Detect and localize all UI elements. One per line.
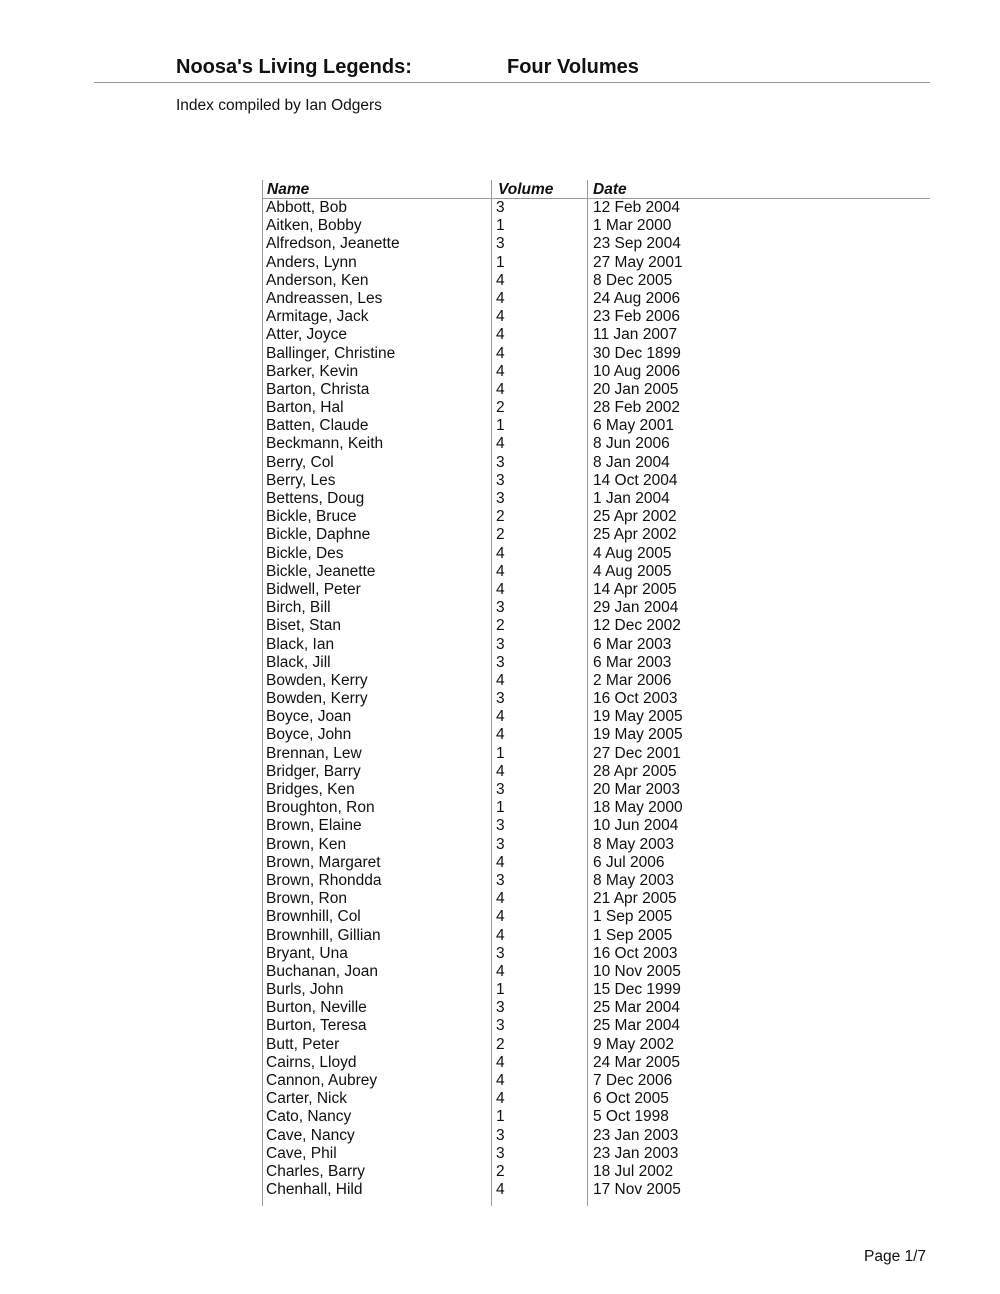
name-cell: Buchanan, Joan <box>266 962 379 980</box>
table-row <box>262 745 930 763</box>
table-row <box>262 690 930 708</box>
volume-cell: 3 <box>496 817 505 835</box>
table-row <box>262 781 930 799</box>
name-cell: Bryant, Una <box>266 944 348 962</box>
name-cell: Brennan, Lew <box>266 744 362 762</box>
volume-cell: 1 <box>496 253 505 271</box>
volume-cell: 4 <box>496 289 505 307</box>
table-row <box>262 290 930 308</box>
document-title-volumes: Four Volumes <box>507 56 639 78</box>
column-header-volume: Volume <box>498 181 554 198</box>
name-cell: Butt, Peter <box>266 1035 340 1053</box>
name-cell: Brownhill, Col <box>266 908 361 926</box>
name-cell: Anderson, Ken <box>266 271 369 289</box>
table-row <box>262 435 930 453</box>
table-row <box>262 836 930 854</box>
document-header <box>94 56 930 83</box>
date-cell: 12 Dec 2002 <box>593 617 681 635</box>
name-cell: Berry, Col <box>266 453 334 471</box>
volume-cell: 3 <box>496 490 505 507</box>
volume-cell: 4 <box>496 580 505 598</box>
volume-cell: 4 <box>496 1181 505 1199</box>
table-row <box>262 254 930 272</box>
volume-cell: 3 <box>496 999 505 1017</box>
volume-cell: 3 <box>496 453 505 471</box>
volume-cell: 4 <box>496 890 505 908</box>
date-cell: 6 May 2001 <box>593 417 674 435</box>
table-row <box>262 399 930 417</box>
date-cell: 28 Apr 2005 <box>593 762 677 780</box>
table-row <box>262 1036 930 1054</box>
date-cell: 8 Jun 2006 <box>593 435 670 453</box>
volume-cell: 2 <box>496 1035 505 1053</box>
name-cell: Batten, Claude <box>266 417 369 435</box>
date-cell: 6 Oct 2005 <box>593 1090 669 1108</box>
date-cell: 8 May 2003 <box>593 835 674 853</box>
volume-cell: 1 <box>496 799 505 817</box>
name-cell: Black, Jill <box>266 653 331 671</box>
name-cell: Bickle, Bruce <box>266 508 357 526</box>
name-cell: Aitken, Bobby <box>266 217 362 235</box>
volume-cell: 4 <box>496 1090 505 1108</box>
column-header-date: Date <box>593 181 627 198</box>
name-cell: Alfredson, Jeanette <box>266 235 400 253</box>
table-row <box>262 1127 930 1145</box>
table-row <box>262 1181 930 1199</box>
volume-cell: 3 <box>496 635 505 653</box>
table-row <box>262 1090 930 1108</box>
volume-cell: 3 <box>496 471 505 489</box>
table-row <box>262 217 930 235</box>
table-row <box>262 945 930 963</box>
volume-cell: 3 <box>496 599 505 617</box>
name-cell: Black, Ian <box>266 635 335 653</box>
volume-cell: 2 <box>496 508 505 526</box>
table-row <box>262 581 930 599</box>
date-cell: 2 Mar 2006 <box>593 671 672 689</box>
date-cell: 4 Aug 2005 <box>593 544 672 562</box>
date-cell: 14 Oct 2004 <box>593 471 678 489</box>
table-row <box>262 817 930 835</box>
name-cell: Bridges, Ken <box>266 781 355 798</box>
date-cell: 18 May 2000 <box>593 799 683 817</box>
volume-cell: 3 <box>496 781 505 798</box>
date-cell: 6 Mar 2003 <box>593 653 672 671</box>
volume-cell: 4 <box>496 853 505 871</box>
date-cell: 25 Mar 2004 <box>593 1017 681 1035</box>
name-cell: Bowden, Kerry <box>266 671 368 689</box>
table-row <box>262 654 930 672</box>
volume-cell: 1 <box>496 417 505 435</box>
volume-cell: 4 <box>496 544 505 562</box>
volume-cell: 4 <box>496 908 505 926</box>
name-cell: Cannon, Aubrey <box>266 1072 378 1089</box>
name-cell: Bickle, Jeanette <box>266 562 376 580</box>
table-row <box>262 454 930 472</box>
name-cell: Cave, Nancy <box>266 1126 355 1144</box>
volume-cell: 3 <box>496 653 505 671</box>
volume-cell: 4 <box>496 762 505 780</box>
name-cell: Birch, Bill <box>266 599 331 617</box>
date-cell: 4 Aug 2005 <box>593 562 672 580</box>
name-cell: Beckmann, Keith <box>266 435 384 453</box>
date-cell: 6 Mar 2003 <box>593 635 672 653</box>
table-row <box>262 199 930 217</box>
date-cell: 11 Jan 2007 <box>593 326 678 344</box>
date-cell: 25 Mar 2004 <box>593 999 681 1017</box>
date-cell: 28 Feb 2002 <box>593 399 681 417</box>
volume-cell: 1 <box>496 981 505 999</box>
name-cell: Brown, Ron <box>266 890 347 908</box>
volume-cell: 3 <box>496 690 505 708</box>
name-cell: Cato, Nancy <box>266 1108 352 1126</box>
table-row <box>262 890 930 908</box>
table-row <box>262 726 930 744</box>
volume-cell: 4 <box>496 1072 505 1089</box>
table-row <box>262 708 930 726</box>
name-cell: Burton, Neville <box>266 999 367 1017</box>
document-title: Noosa's Living Legends: <box>176 56 412 78</box>
date-cell: 1 Sep 2005 <box>593 926 673 944</box>
table-row <box>262 908 930 926</box>
date-cell: 17 Nov 2005 <box>593 1181 681 1199</box>
name-cell: Barton, Hal <box>266 399 344 417</box>
index-table <box>262 180 930 1199</box>
name-cell: Brown, Ken <box>266 835 347 853</box>
name-cell: Bickle, Daphne <box>266 526 371 544</box>
table-row <box>262 1054 930 1072</box>
date-cell: 20 Mar 2003 <box>593 781 681 798</box>
table-body <box>262 199 930 1199</box>
table-row <box>262 326 930 344</box>
table-row <box>262 872 930 890</box>
name-cell: Cave, Phil <box>266 1144 337 1162</box>
table-row <box>262 363 930 381</box>
date-cell: 10 Jun 2004 <box>593 817 679 835</box>
date-cell: 24 Mar 2005 <box>593 1053 681 1071</box>
table-row <box>262 235 930 253</box>
table-row <box>262 963 930 981</box>
name-cell: Bickle, Des <box>266 544 344 562</box>
date-cell: 7 Dec 2006 <box>593 1072 673 1089</box>
name-cell: Anders, Lynn <box>266 253 357 271</box>
name-cell: Brownhill, Gillian <box>266 926 381 944</box>
name-cell: Abbott, Bob <box>266 199 348 216</box>
name-cell: Ballinger, Christine <box>266 344 396 362</box>
date-cell: 1 Jan 2004 <box>593 490 670 507</box>
page-number: Page 1/7 <box>864 1248 927 1265</box>
table-row <box>262 1108 930 1126</box>
date-cell: 12 Feb 2004 <box>593 199 681 216</box>
date-cell: 9 May 2002 <box>593 1035 674 1053</box>
table-row <box>262 799 930 817</box>
name-cell: Andreassen, Les <box>266 289 383 307</box>
table-row <box>262 617 930 635</box>
volume-cell: 4 <box>496 380 505 398</box>
date-cell: 23 Jan 2003 <box>593 1126 679 1144</box>
name-cell: Brown, Elaine <box>266 817 362 835</box>
date-cell: 15 Dec 1999 <box>593 981 681 999</box>
volume-cell: 1 <box>496 744 505 762</box>
name-cell: Bettens, Doug <box>266 490 365 507</box>
date-cell: 8 Jan 2004 <box>593 453 670 471</box>
name-cell: Brown, Rhondda <box>266 871 382 889</box>
name-cell: Atter, Joyce <box>266 326 347 344</box>
date-cell: 25 Apr 2002 <box>593 508 677 526</box>
table-row <box>262 854 930 872</box>
table-header-row <box>262 180 930 199</box>
date-cell: 23 Sep 2004 <box>593 235 681 253</box>
date-cell: 27 May 2001 <box>593 253 683 271</box>
volume-cell: 1 <box>496 217 505 235</box>
volume-cell: 4 <box>496 926 505 944</box>
volume-cell: 4 <box>496 962 505 980</box>
date-cell: 29 Jan 2004 <box>593 599 679 617</box>
date-cell: 19 May 2005 <box>593 726 683 744</box>
volume-cell: 3 <box>496 1144 505 1162</box>
volume-cell: 2 <box>496 526 505 544</box>
volume-cell: 4 <box>496 308 505 326</box>
date-cell: 23 Feb 2006 <box>593 308 681 326</box>
date-cell: 24 Aug 2006 <box>593 289 681 307</box>
volume-cell: 2 <box>496 617 505 635</box>
table-row <box>262 545 930 563</box>
date-cell: 30 Dec 1899 <box>593 344 681 362</box>
name-cell: Boyce, Joan <box>266 708 352 726</box>
date-cell: 25 Apr 2002 <box>593 526 677 544</box>
date-cell: 6 Jul 2006 <box>593 853 665 871</box>
name-cell: Bidwell, Peter <box>266 580 361 598</box>
date-cell: 19 May 2005 <box>593 708 683 726</box>
date-cell: 20 Jan 2005 <box>593 380 679 398</box>
table-row <box>262 1145 930 1163</box>
table-row <box>262 417 930 435</box>
column-header-name: Name <box>267 181 310 198</box>
name-cell: Broughton, Ron <box>266 799 375 817</box>
volume-cell: 3 <box>496 1126 505 1144</box>
table-row <box>262 381 930 399</box>
name-cell: Boyce, John <box>266 726 352 744</box>
table-row <box>262 272 930 290</box>
table-row <box>262 472 930 490</box>
table-row <box>262 636 930 654</box>
document-subtitle: Index compiled by Ian Odgers <box>176 97 382 114</box>
date-cell: 21 Apr 2005 <box>593 890 677 908</box>
name-cell: Charles, Barry <box>266 1162 366 1180</box>
volume-cell: 4 <box>496 726 505 744</box>
name-cell: Burls, John <box>266 981 344 999</box>
name-cell: Berry, Les <box>266 471 336 489</box>
name-cell: Biset, Stan <box>266 617 341 635</box>
date-cell: 18 Jul 2002 <box>593 1162 674 1180</box>
volume-cell: 3 <box>496 199 505 216</box>
volume-cell: 3 <box>496 835 505 853</box>
date-cell: 10 Aug 2006 <box>593 362 681 380</box>
name-cell: Barker, Kevin <box>266 362 359 380</box>
name-cell: Brown, Margaret <box>266 853 381 871</box>
date-cell: 10 Nov 2005 <box>593 962 681 980</box>
table-row <box>262 345 930 363</box>
name-cell: Carter, Nick <box>266 1090 347 1108</box>
table-row <box>262 508 930 526</box>
volume-cell: 4 <box>496 435 505 453</box>
table-row <box>262 927 930 945</box>
table-row <box>262 763 930 781</box>
date-cell: 16 Oct 2003 <box>593 944 678 962</box>
date-cell: 1 Sep 2005 <box>593 908 673 926</box>
date-cell: 5 Oct 1998 <box>593 1108 669 1126</box>
table-row <box>262 599 930 617</box>
volume-cell: 4 <box>496 671 505 689</box>
volume-cell: 4 <box>496 362 505 380</box>
volume-cell: 4 <box>496 271 505 289</box>
volume-cell: 3 <box>496 944 505 962</box>
date-cell: 8 Dec 2005 <box>593 271 673 289</box>
volume-cell: 3 <box>496 871 505 889</box>
date-cell: 8 May 2003 <box>593 871 674 889</box>
volume-cell: 2 <box>496 1162 505 1180</box>
volume-cell: 4 <box>496 326 505 344</box>
date-cell: 1 Mar 2000 <box>593 217 672 235</box>
table-row <box>262 490 930 508</box>
date-cell: 16 Oct 2003 <box>593 690 678 708</box>
table-row <box>262 1017 930 1035</box>
name-cell: Chenhall, Hild <box>266 1181 363 1199</box>
table-row <box>262 1072 930 1090</box>
table-row <box>262 1163 930 1181</box>
date-cell: 14 Apr 2005 <box>593 580 677 598</box>
volume-cell: 4 <box>496 1053 505 1071</box>
name-cell: Bridger, Barry <box>266 762 361 780</box>
volume-cell: 2 <box>496 399 505 417</box>
table-row <box>262 981 930 999</box>
table-row <box>262 563 930 581</box>
table-row <box>262 308 930 326</box>
volume-cell: 1 <box>496 1108 505 1126</box>
name-cell: Cairns, Lloyd <box>266 1053 357 1071</box>
date-cell: 27 Dec 2001 <box>593 744 681 762</box>
volume-cell: 3 <box>496 235 505 253</box>
name-cell: Bowden, Kerry <box>266 690 368 708</box>
name-cell: Armitage, Jack <box>266 308 369 326</box>
volume-cell: 4 <box>496 708 505 726</box>
table-row <box>262 672 930 690</box>
volume-cell: 3 <box>496 1017 505 1035</box>
volume-cell: 4 <box>496 344 505 362</box>
table-row <box>262 999 930 1017</box>
table-row <box>262 526 930 544</box>
volume-cell: 4 <box>496 562 505 580</box>
date-cell: 23 Jan 2003 <box>593 1144 679 1162</box>
name-cell: Burton, Teresa <box>266 1017 367 1035</box>
name-cell: Barton, Christa <box>266 380 370 398</box>
